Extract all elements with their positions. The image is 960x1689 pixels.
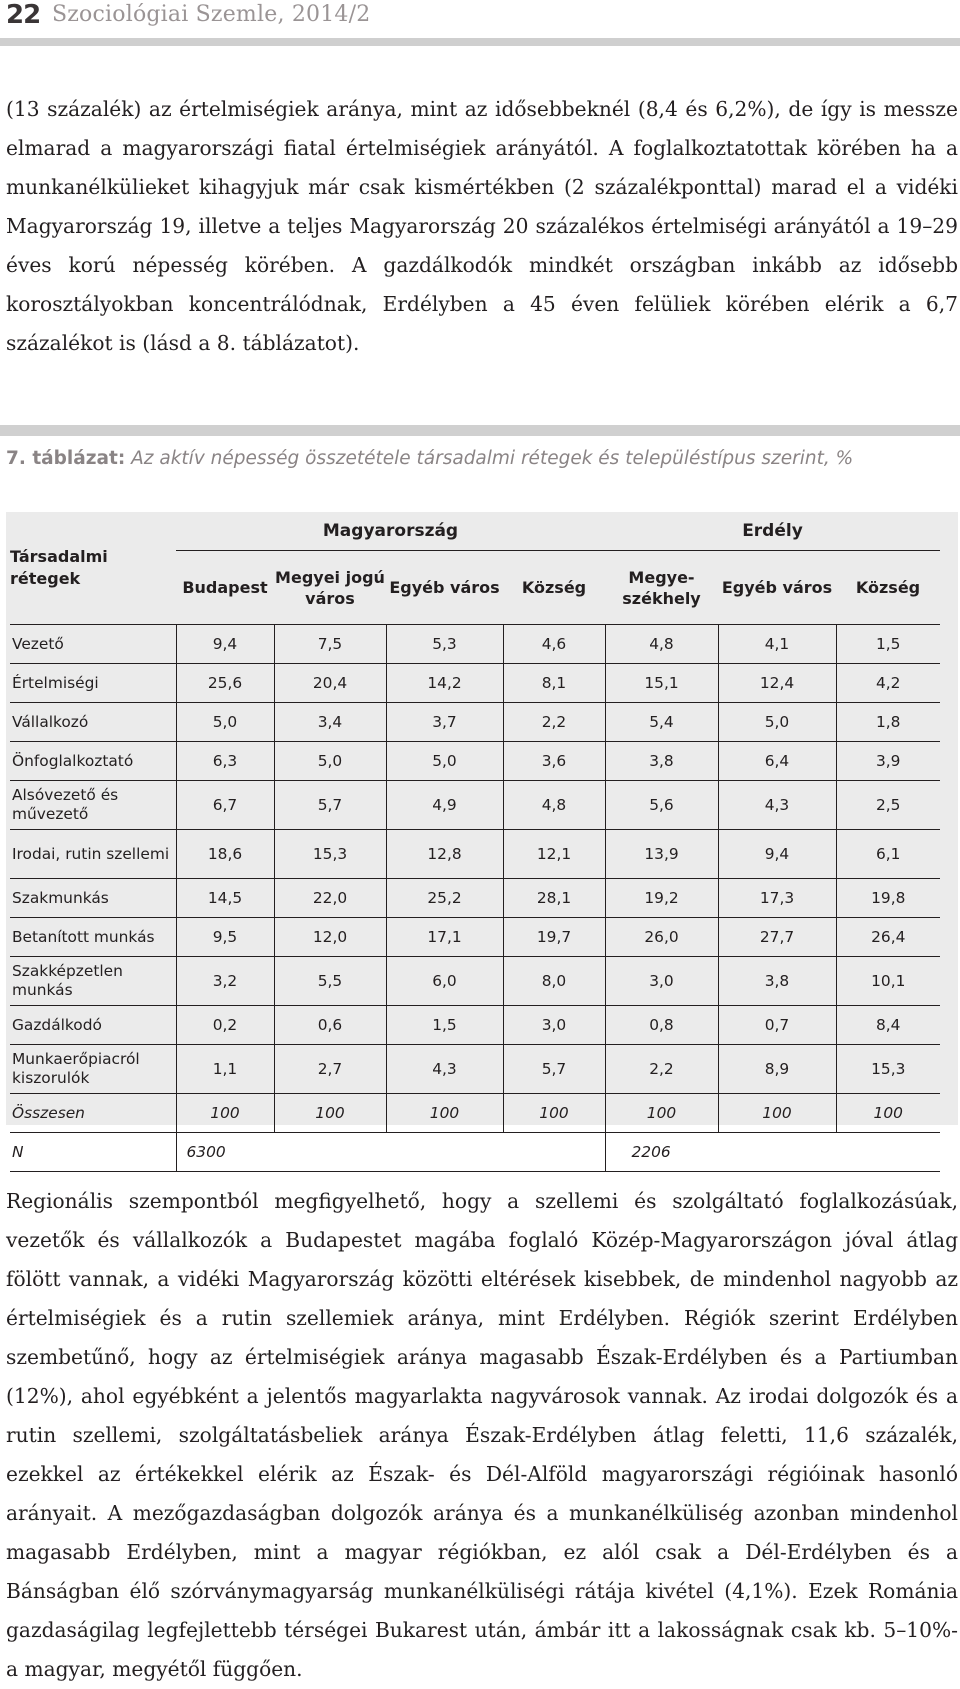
- row-label: N: [10, 1133, 176, 1172]
- table-cell: 3,4: [274, 703, 386, 742]
- data-table: [10, 512, 940, 1172]
- table-cell: 13,9: [605, 830, 718, 879]
- table-cell: 1,1: [176, 1045, 274, 1094]
- table-cell: 19,7: [503, 918, 605, 957]
- table-cell: 9,4: [718, 830, 836, 879]
- table-row-total: [10, 1094, 940, 1133]
- table-cell: 5,0: [274, 742, 386, 781]
- table-row: [10, 1006, 940, 1045]
- row-label: Gazdálkodó: [10, 1006, 176, 1045]
- table-cell: 4,8: [605, 625, 718, 664]
- table-cell-n-erdely: 2206: [605, 1133, 940, 1172]
- table-row: [10, 781, 940, 830]
- table-cell: 2,5: [836, 781, 940, 830]
- table-cell: 2,2: [605, 1045, 718, 1094]
- table-cell: 25,2: [386, 879, 503, 918]
- table-cell: 6,4: [718, 742, 836, 781]
- body-paragraph-1: [6, 90, 958, 363]
- table-cell: 2,2: [503, 703, 605, 742]
- table-cell: 4,3: [718, 781, 836, 830]
- table-cell: 4,1: [718, 625, 836, 664]
- page-number: 22: [6, 0, 41, 30]
- table-cell: 1,5: [836, 625, 940, 664]
- table-cell: 3,0: [605, 957, 718, 1006]
- table-cell: 3,8: [605, 742, 718, 781]
- table-cell: 5,4: [605, 703, 718, 742]
- table-cell: 8,1: [503, 664, 605, 703]
- row-label: Alsóvezető és művezető: [10, 781, 176, 830]
- paragraph-2-text: Regionális szempontból megfigyelhető, hogy a szellemi és szolgáltató foglalkozásúak, vezetők és vállalkozók a Budapestet magába foglaló Közép-Magyarországon jóval átlag fölött vannak, a vidéki Magyarország közötti eltérések kisebbek, de mindenhol nagyobb az értelmiségiek és a rutin szellemiek aránya, mint Erdélyben. Régiók szerint Erdélyben szembetűnő, hogy az értelmiségiek aránya magasabb Észak-Erdélyben és a Partiumban (12%), ahol egyébként a jelentős magyarlakta nagyvárosok vannak. Az irodai dolgozók és a rutin szellemi, szolgáltatásbeliek aránya Észak-Erdélyben átlag feletti, 11,6 százalék, ezekkel az értékekkel elérik az Észak- és Dél-Alföld magyarországi régióinak hasonló arányait. A mezőgazdaságban dolgozók aránya és a munkanélküliség azonban mindenhol magasabb Erdélyben, mint a magyar régiókban, ez alól csak a Dél-Erdélyben és a Bánságban élő szórványmagyarság munkanélküliségi rátája kivétel (4,1%). Ezek Románia gazdaságilag legfejlettebb térségei Bukarest után, ámbár itt a lakosságnak csak kb. 5–10%-a magyar, megyétől függően.: [6, 1189, 958, 1681]
- row-label: Szakképzetlen munkás: [10, 957, 176, 1006]
- table-cell: 5,3: [386, 625, 503, 664]
- header-rule: [0, 38, 960, 46]
- table-cell: 4,6: [503, 625, 605, 664]
- table-cell: 22,0: [274, 879, 386, 918]
- data-table-panel: [6, 512, 958, 1161]
- table-cell: 100: [386, 1094, 503, 1133]
- table-cell: 8,0: [503, 957, 605, 1006]
- table-cell: 12,1: [503, 830, 605, 879]
- table-cell: 14,5: [176, 879, 274, 918]
- page-header: [0, 0, 960, 38]
- table-cell: 5,0: [718, 703, 836, 742]
- row-label: Vezető: [10, 625, 176, 664]
- table-cell: 27,7: [718, 918, 836, 957]
- table-cell: 10,1: [836, 957, 940, 1006]
- table-number: 7. táblázat:: [6, 448, 126, 469]
- row-label: Irodai, rutin szellemi: [10, 830, 176, 879]
- column-header: Község: [521, 578, 587, 597]
- table-cell: 7,5: [274, 625, 386, 664]
- table-corner-header: Társadalmi rétegek: [10, 547, 108, 588]
- table-caption: [6, 448, 956, 469]
- table-cell: 26,0: [605, 918, 718, 957]
- table-cell: 100: [718, 1094, 836, 1133]
- table-cell: 100: [274, 1094, 386, 1133]
- table-cell: 17,1: [386, 918, 503, 957]
- table-cell: 3,8: [718, 957, 836, 1006]
- table-row: [10, 742, 940, 781]
- table-cell: 26,4: [836, 918, 940, 957]
- table-cell: 100: [503, 1094, 605, 1133]
- row-label: Munkaerőpiacról kiszorulók: [10, 1045, 176, 1094]
- column-header: Község: [855, 578, 921, 597]
- table-cell: 1,5: [386, 1006, 503, 1045]
- table-cell: 25,6: [176, 664, 274, 703]
- table-cell: 100: [176, 1094, 274, 1133]
- table-cell: 100: [836, 1094, 940, 1133]
- column-header: Egyéb város: [389, 578, 500, 597]
- table-cell: 0,8: [605, 1006, 718, 1045]
- table-cell: 15,1: [605, 664, 718, 703]
- table-row: [10, 918, 940, 957]
- table-cell: 6,3: [176, 742, 274, 781]
- row-label: Önfoglalkoztató: [10, 742, 176, 781]
- table-cell: 0,7: [718, 1006, 836, 1045]
- table-cell: 9,4: [176, 625, 274, 664]
- table-cell: 3,6: [503, 742, 605, 781]
- column-header: Megyei jogú város: [275, 567, 385, 608]
- journal-title: Szociológiai Szemle, 2014/2: [52, 2, 371, 27]
- group-header-erdely: Erdély: [605, 512, 940, 551]
- table-row: [10, 1045, 940, 1094]
- table-cell: 4,3: [386, 1045, 503, 1094]
- table-cell: 15,3: [274, 830, 386, 879]
- table-cell: 5,6: [605, 781, 718, 830]
- row-label: Betanított munkás: [10, 918, 176, 957]
- column-header: Budapest: [182, 578, 268, 597]
- table-cell: 18,6: [176, 830, 274, 879]
- table-cell: 3,7: [386, 703, 503, 742]
- table-cell: 5,7: [503, 1045, 605, 1094]
- table-cell: 12,0: [274, 918, 386, 957]
- table-row: [10, 664, 940, 703]
- table-row: [10, 703, 940, 742]
- group-header-magyarorszag: Magyarország: [176, 512, 605, 551]
- table-cell: 6,0: [386, 957, 503, 1006]
- table-row: [10, 879, 940, 918]
- table-cell: 20,4: [274, 664, 386, 703]
- column-header: Megye-székhely: [622, 567, 701, 608]
- table-cell: 5,0: [386, 742, 503, 781]
- table-cell: 15,3: [836, 1045, 940, 1094]
- column-header: Egyéb város: [721, 578, 833, 597]
- table-cell: 5,5: [274, 957, 386, 1006]
- table-cell: 1,8: [836, 703, 940, 742]
- table-cell: 5,7: [274, 781, 386, 830]
- table-cell-n-magyarorszag: 6300: [176, 1133, 605, 1172]
- table-cell: 8,4: [836, 1006, 940, 1045]
- table-cell: 12,8: [386, 830, 503, 879]
- table-cell: 8,9: [718, 1045, 836, 1094]
- table-row: [10, 830, 940, 879]
- body-paragraph-2: [6, 1182, 958, 1689]
- table-cell: 0,6: [274, 1006, 386, 1045]
- row-label: Szakmunkás: [10, 879, 176, 918]
- row-label: Összesen: [10, 1094, 176, 1133]
- table-cell: 4,2: [836, 664, 940, 703]
- table-cell: 9,5: [176, 918, 274, 957]
- table-cell: 3,0: [503, 1006, 605, 1045]
- table-cell: 19,2: [605, 879, 718, 918]
- table-cell: 5,0: [176, 703, 274, 742]
- table-cell: 4,8: [503, 781, 605, 830]
- table-cell: 6,1: [836, 830, 940, 879]
- table-cell: 3,9: [836, 742, 940, 781]
- table-cell: 100: [605, 1094, 718, 1133]
- row-label: Vállalkozó: [10, 703, 176, 742]
- table-cell: 19,8: [836, 879, 940, 918]
- paragraph-1-text: (13 százalék) az értelmiségiek aránya, mint az idősebbeknél (8,4 és 6,2%), de így is messze elmarad a magyarországi fiatal értelmiségiek arányától. A foglalkoztatottak körében ha a munkanélkülieket kihagyjuk már csak kismértékben (2 százalékponttal) marad el a vidéki Magyarország 19, illetve a teljes Magyarország 20 százalékos értelmiségi arányától a 19–29 éves korú népesség körében. A gazdálkodók mindkét országban inkább az idősebb korosztályokban koncentrálódnak, Erdélyben a 45 éven felüliek körében elérik a 6,7 százalékot is (lásd a 8. táblázatot).: [6, 97, 958, 355]
- row-label: Értelmiségi: [10, 664, 176, 703]
- table-cell: 3,2: [176, 957, 274, 1006]
- table-row-n: [10, 1133, 940, 1172]
- table-row: [10, 957, 940, 1006]
- table-cell: 6,7: [176, 781, 274, 830]
- section-rule: [0, 425, 960, 436]
- table-title: Az aktív népesség összetétele társadalmi rétegek és településtípus szerint, %: [131, 448, 854, 469]
- table-cell: 14,2: [386, 664, 503, 703]
- table-cell: 28,1: [503, 879, 605, 918]
- table-cell: 12,4: [718, 664, 836, 703]
- table-cell: 0,2: [176, 1006, 274, 1045]
- table-cell: 17,3: [718, 879, 836, 918]
- table-cell: 4,9: [386, 781, 503, 830]
- table-cell: 2,7: [274, 1045, 386, 1094]
- table-row: [10, 625, 940, 664]
